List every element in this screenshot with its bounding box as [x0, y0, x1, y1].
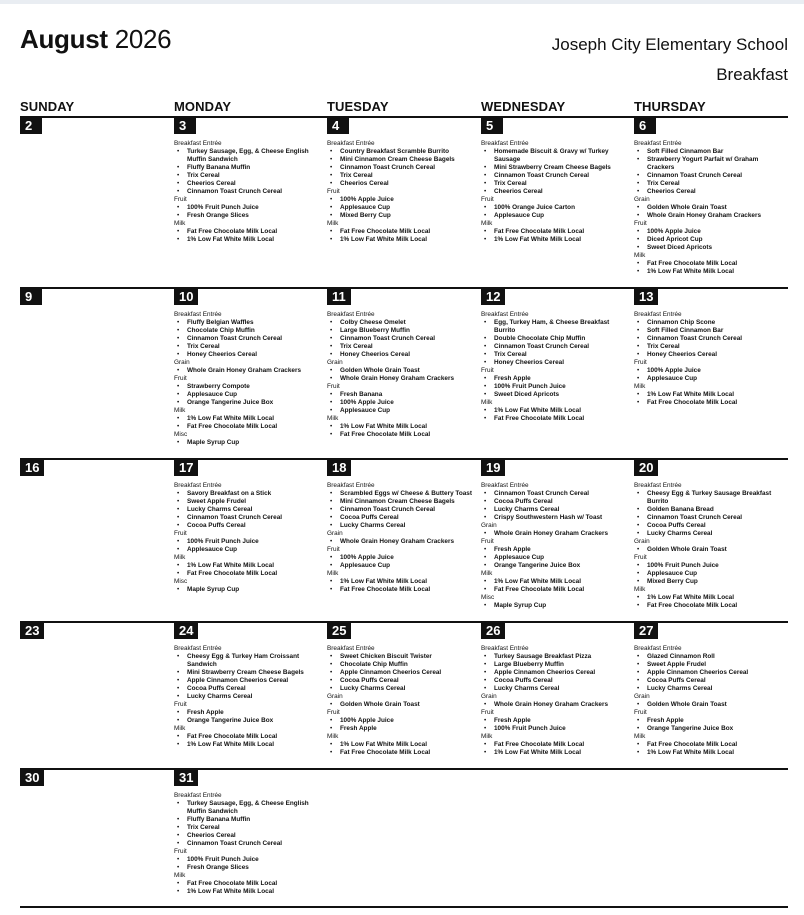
menu-item: • Strawberry Yogurt Parfait w/ Graham Crackers: [634, 156, 784, 172]
day-header-thursday: THURSDAY: [634, 99, 706, 114]
menu-item: • Cocoa Puffs Cereal: [481, 677, 631, 685]
menu-category: Grain: [634, 693, 650, 700]
menu-item: • Fat Free Chocolate Milk Local: [634, 260, 784, 268]
menu-item: • Fat Free Chocolate Milk Local: [174, 228, 324, 236]
menu-item: • Scrambled Eggs w/ Cheese & Buttery Toast: [327, 490, 477, 498]
menu-list: [327, 140, 477, 244]
menu-item: • Lucky Charms Cereal: [481, 506, 631, 514]
menu-item: • Applesauce Cup: [327, 407, 477, 415]
menu-category: Fruit: [634, 220, 647, 227]
menu-item: • 100% Fruit Punch Juice: [481, 383, 631, 391]
menu-category: Milk: [327, 220, 339, 227]
menu-category: Fruit: [634, 709, 647, 716]
menu-item: • Cocoa Puffs Cereal: [634, 677, 784, 685]
menu-item: • Honey Cheerios Cereal: [481, 359, 631, 367]
menu-category: Milk: [327, 733, 339, 740]
menu-item: • 100% Apple Juice: [327, 717, 477, 725]
menu-category: Grain: [327, 693, 343, 700]
menu-category: Fruit: [174, 375, 187, 382]
day-header-sunday: SUNDAY: [20, 99, 75, 114]
menu-category: Breakfast Entrée: [174, 482, 222, 489]
menu-item: • Fat Free Chocolate Milk Local: [174, 733, 324, 741]
menu-category: Milk: [174, 220, 186, 227]
menu-item: • 100% Apple Juice: [634, 228, 784, 236]
menu-item: • Fat Free Chocolate Milk Local: [481, 415, 631, 423]
menu-category: Fruit: [174, 196, 187, 203]
menu-item: • 100% Apple Juice: [634, 367, 784, 375]
menu-item: • Cheerios Cereal: [327, 180, 477, 188]
day-header-tuesday: TUESDAY: [327, 99, 389, 114]
menu-item: • Applesauce Cup: [327, 204, 477, 212]
menu-list: [327, 311, 477, 439]
menu-item: • Soft Filled Cinnamon Bar: [634, 327, 784, 335]
menu-category: Breakfast Entrée: [327, 140, 375, 147]
menu-category: Fruit: [481, 538, 494, 545]
menu-item: • Cinnamon Toast Crunch Cereal: [174, 188, 324, 196]
date-badge: 26: [481, 623, 505, 639]
menu-item: • Whole Grain Honey Graham Crackers: [174, 367, 324, 375]
menu-item: • Orange Tangerine Juice Box: [634, 725, 784, 733]
menu-item: • Cinnamon Toast Crunch Cereal: [481, 343, 631, 351]
menu-item: • Fresh Apple: [634, 717, 784, 725]
menu-list: [634, 482, 784, 610]
menu-item: • Large Blueberry Muffin: [481, 661, 631, 669]
menu-category: Breakfast Entrée: [174, 140, 222, 147]
menu-item: • Honey Cheerios Cereal: [634, 351, 784, 359]
menu-item: • Fat Free Chocolate Milk Local: [327, 431, 477, 439]
menu-category: Breakfast Entrée: [481, 140, 529, 147]
menu-category: Misc: [481, 594, 495, 601]
menu-item: • Applesauce Cup: [327, 562, 477, 570]
menu-item: • Fat Free Chocolate Milk Local: [174, 570, 324, 578]
menu-item: • Applesauce Cup: [481, 212, 631, 220]
menu-item: • Fresh Apple: [327, 725, 477, 733]
menu-item: • Fresh Apple: [481, 717, 631, 725]
menu-item: • Cheerios Cereal: [481, 188, 631, 196]
menu-item: • Trix Cereal: [634, 180, 784, 188]
date-badge: 25: [327, 623, 351, 639]
date-badge: 3: [174, 118, 196, 134]
menu-item: • Double Chocolate Chip Muffin: [481, 335, 631, 343]
menu-item: • Fresh Apple: [174, 709, 324, 717]
menu-item: • Golden Whole Grain Toast: [634, 701, 784, 709]
menu-item: • 100% Fruit Punch Juice: [174, 538, 324, 546]
menu-item: • Maple Syrup Cup: [174, 586, 324, 594]
menu-item: • Cinnamon Toast Crunch Cereal: [327, 164, 477, 172]
menu-item: • Fresh Apple: [481, 375, 631, 383]
menu-item: • Fat Free Chocolate Milk Local: [634, 399, 784, 407]
menu-item: • Fat Free Chocolate Milk Local: [634, 741, 784, 749]
menu-item: • Fresh Banana: [327, 391, 477, 399]
menu-category: Breakfast Entrée: [634, 482, 682, 489]
menu-item: • 1% Low Fat White Milk Local: [481, 578, 631, 586]
menu-item: • Turkey Sausage, Egg, & Cheese English Muffin Sandwich: [174, 148, 324, 164]
menu-item: • Whole Grain Honey Graham Crackers: [327, 538, 477, 546]
menu-item: • 1% Low Fat White Milk Local: [327, 423, 477, 431]
menu-item: • Fat Free Chocolate Milk Local: [481, 741, 631, 749]
menu-item: • Golden Whole Grain Toast: [634, 204, 784, 212]
menu-category: Breakfast Entrée: [634, 311, 682, 318]
menu-item: • Apple Cinnamon Cheerios Cereal: [481, 669, 631, 677]
date-badge: 4: [327, 118, 349, 134]
menu-item: • Trix Cereal: [634, 343, 784, 351]
date-badge: 9: [20, 289, 42, 305]
menu-item: • Crispy Southwestern Hash w/ Toast: [481, 514, 631, 522]
date-badge: 31: [174, 770, 198, 786]
menu-item: • Fat Free Chocolate Milk Local: [634, 602, 784, 610]
menu-item: • Fat Free Chocolate Milk Local: [174, 423, 324, 431]
menu-list: [481, 482, 631, 610]
menu-item: • Golden Whole Grain Toast: [634, 546, 784, 554]
menu-item: • Cheesy Egg & Turkey Ham Croissant Sandwich: [174, 653, 324, 669]
menu-category: Milk: [327, 570, 339, 577]
menu-item: • Cinnamon Toast Crunch Cereal: [327, 335, 477, 343]
menu-list: [634, 645, 784, 757]
year: 2026: [114, 24, 172, 54]
menu-category: Grain: [327, 359, 343, 366]
menu-item: • Applesauce Cup: [481, 554, 631, 562]
menu-item: • Honey Cheerios Cereal: [327, 351, 477, 359]
menu-category: Milk: [174, 725, 186, 732]
menu-list: [634, 140, 784, 276]
menu-list: [634, 311, 784, 407]
menu-list: [327, 482, 477, 594]
menu-item: • Trix Cereal: [481, 180, 631, 188]
day-header-wednesday: WEDNESDAY: [481, 99, 566, 114]
menu-item: • Chocolate Chip Muffin: [174, 327, 324, 335]
page-title: [20, 24, 171, 55]
menu-item: • Lucky Charms Cereal: [634, 530, 784, 538]
meal-type: Breakfast: [716, 65, 788, 84]
menu-category: Fruit: [634, 359, 647, 366]
menu-category: Grain: [174, 359, 190, 366]
menu-item: • Trix Cereal: [327, 343, 477, 351]
menu-item: • 1% Low Fat White Milk Local: [174, 415, 324, 423]
menu-item: • 1% Low Fat White Milk Local: [481, 236, 631, 244]
menu-item: • Cinnamon Toast Crunch Cereal: [481, 172, 631, 180]
date-badge: 16: [20, 460, 44, 476]
menu-item: • Mixed Berry Cup: [634, 578, 784, 586]
calendar-week: [20, 116, 788, 275]
menu-item: • 1% Low Fat White Milk Local: [174, 236, 324, 244]
menu-category: Milk: [634, 586, 646, 593]
menu-category: Breakfast Entrée: [174, 311, 222, 318]
menu-item: • 1% Low Fat White Milk Local: [327, 578, 477, 586]
date-badge: 10: [174, 289, 198, 305]
menu-category: Breakfast Entrée: [327, 311, 375, 318]
menu-item: • 1% Low Fat White Milk Local: [634, 594, 784, 602]
menu-category: Fruit: [327, 188, 340, 195]
date-badge: 30: [20, 770, 44, 786]
menu-list: [481, 645, 631, 757]
menu-list: [327, 645, 477, 757]
menu-list: [174, 311, 324, 447]
menu-item: • Sweet Apple Frudel: [174, 498, 324, 506]
day-header-monday: MONDAY: [174, 99, 232, 114]
menu-category: Misc: [174, 431, 188, 438]
menu-item: • 100% Orange Juice Carton: [481, 204, 631, 212]
menu-item: • Applesauce Cup: [174, 546, 324, 554]
menu-item: • Maple Syrup Cup: [481, 602, 631, 610]
menu-item: • Fat Free Chocolate Milk Local: [481, 228, 631, 236]
menu-category: Grain: [481, 522, 497, 529]
menu-item: • Cocoa Puffs Cereal: [634, 522, 784, 530]
menu-category: Milk: [174, 554, 186, 561]
menu-item: • Fresh Apple: [481, 546, 631, 554]
menu-item: • Fat Free Chocolate Milk Local: [481, 586, 631, 594]
menu-category: Fruit: [327, 546, 340, 553]
menu-item: • Cinnamon Toast Crunch Cereal: [327, 506, 477, 514]
menu-item: • Soft Filled Cinnamon Bar: [634, 148, 784, 156]
menu-item: • 1% Low Fat White Milk Local: [174, 888, 324, 896]
menu-item: • Fat Free Chocolate Milk Local: [327, 586, 477, 594]
menu-item: • Applesauce Cup: [634, 375, 784, 383]
menu-category: Fruit: [327, 383, 340, 390]
menu-item: • Cinnamon Toast Crunch Cereal: [174, 514, 324, 522]
menu-list: [174, 645, 324, 749]
date-badge: 2: [20, 118, 42, 134]
menu-item: • 100% Fruit Punch Juice: [481, 725, 631, 733]
menu-item: • Fat Free Chocolate Milk Local: [327, 228, 477, 236]
menu-item: • Sweet Diced Apricots: [481, 391, 631, 399]
menu-category: Grain: [634, 196, 650, 203]
date-badge: 17: [174, 460, 198, 476]
menu-item: • Orange Tangerine Juice Box: [174, 717, 324, 725]
menu-item: • Maple Syrup Cup: [174, 439, 324, 447]
menu-category: Milk: [327, 415, 339, 422]
menu-item: • Cocoa Puffs Cereal: [174, 685, 324, 693]
menu-item: • Diced Apricot Cup: [634, 236, 784, 244]
menu-item: • 1% Low Fat White Milk Local: [634, 391, 784, 399]
menu-list: [174, 482, 324, 594]
menu-item: • Mini Cinnamon Cream Cheese Bagels: [327, 498, 477, 506]
menu-item: • Fluffy Banana Muffin: [174, 164, 324, 172]
menu-item: • Cocoa Puffs Cereal: [327, 677, 477, 685]
menu-item: • Lucky Charms Cereal: [634, 685, 784, 693]
menu-item: • Savory Breakfast on a Stick: [174, 490, 324, 498]
menu-category: Breakfast Entrée: [481, 311, 529, 318]
menu-item: • 1% Low Fat White Milk Local: [634, 749, 784, 757]
menu-item: • Mixed Berry Cup: [327, 212, 477, 220]
menu-category: Fruit: [481, 367, 494, 374]
menu-category: Milk: [174, 872, 186, 879]
menu-category: Breakfast Entrée: [327, 482, 375, 489]
menu-item: • Lucky Charms Cereal: [327, 522, 477, 530]
menu-item: • Cheerios Cereal: [634, 188, 784, 196]
menu-item: • Cinnamon Toast Crunch Cereal: [634, 514, 784, 522]
menu-item: • Trix Cereal: [481, 351, 631, 359]
calendar-week: [20, 458, 788, 609]
school-name: Joseph City Elementary School: [551, 35, 788, 54]
menu-item: • Trix Cereal: [174, 343, 324, 351]
menu-item: • Apple Cinnamon Cheerios Cereal: [174, 677, 324, 685]
menu-category: Fruit: [174, 848, 187, 855]
menu-item: • Golden Whole Grain Toast: [327, 701, 477, 709]
menu-item: • Large Blueberry Muffin: [327, 327, 477, 335]
menu-item: • Egg, Turkey Ham, & Cheese Breakfast Burrito: [481, 319, 631, 335]
menu-item: • 1% Low Fat White Milk Local: [327, 741, 477, 749]
date-badge: 12: [481, 289, 505, 305]
menu-category: Fruit: [481, 196, 494, 203]
menu-category: Breakfast Entrée: [327, 645, 375, 652]
menu-item: • Orange Tangerine Juice Box: [481, 562, 631, 570]
menu-item: • Cinnamon Chip Scone: [634, 319, 784, 327]
menu-item: • Applesauce Cup: [634, 570, 784, 578]
menu-item: • Colby Cheese Omelet: [327, 319, 477, 327]
menu-item: • Trix Cereal: [174, 172, 324, 180]
menu-category: Grain: [481, 693, 497, 700]
menu-item: • Mini Strawberry Cream Cheese Bagels: [481, 164, 631, 172]
menu-item: • Fat Free Chocolate Milk Local: [174, 880, 324, 888]
month-name: August: [20, 24, 108, 54]
menu-item: • 100% Fruit Punch Juice: [174, 856, 324, 864]
menu-item: • Chocolate Chip Muffin: [327, 661, 477, 669]
menu-item: • Fat Free Chocolate Milk Local: [327, 749, 477, 757]
menu-item: • Whole Grain Honey Graham Crackers: [481, 701, 631, 709]
menu-item: • 1% Low Fat White Milk Local: [481, 407, 631, 415]
bottom-rule: [20, 906, 788, 908]
menu-item: • Cinnamon Toast Crunch Cereal: [174, 840, 324, 848]
menu-category: Fruit: [327, 709, 340, 716]
menu-item: • Whole Grain Honey Graham Crackers: [634, 212, 784, 220]
menu-category: Milk: [481, 733, 493, 740]
menu-category: Milk: [634, 252, 646, 259]
menu-category: Misc: [174, 578, 188, 585]
menu-item: • Cinnamon Toast Crunch Cereal: [634, 172, 784, 180]
menu-item: • Apple Cinnamon Cheerios Cereal: [327, 669, 477, 677]
menu-item: • Sweet Apple Frudel: [634, 661, 784, 669]
menu-item: • Whole Grain Honey Graham Crackers: [481, 530, 631, 538]
menu-item: • Strawberry Compote: [174, 383, 324, 391]
top-border: [0, 0, 804, 4]
menu-category: Milk: [634, 733, 646, 740]
menu-item: • Sweet Diced Apricots: [634, 244, 784, 252]
menu-item: • Cocoa Puffs Cereal: [174, 522, 324, 530]
date-badge: 5: [481, 118, 503, 134]
menu-category: Fruit: [634, 554, 647, 561]
menu-category: Milk: [174, 407, 186, 414]
menu-item: • Cocoa Puffs Cereal: [327, 514, 477, 522]
menu-item: • Mini Strawberry Cream Cheese Bagels: [174, 669, 324, 677]
date-badge: 24: [174, 623, 198, 639]
day-headers: [20, 99, 788, 115]
menu-item: • 100% Apple Juice: [327, 554, 477, 562]
menu-category: Breakfast Entrée: [174, 792, 222, 799]
menu-category: Milk: [481, 220, 493, 227]
menu-item: • Country Breakfast Scramble Burrito: [327, 148, 477, 156]
menu-item: • Sweet Chicken Biscuit Twister: [327, 653, 477, 661]
menu-item: • 1% Low Fat White Milk Local: [481, 749, 631, 757]
date-badge: 19: [481, 460, 505, 476]
menu-list: [481, 140, 631, 244]
menu-category: Milk: [481, 399, 493, 406]
menu-category: Breakfast Entrée: [481, 645, 529, 652]
date-badge: 11: [327, 289, 351, 305]
date-badge: 27: [634, 623, 658, 639]
date-badge: 23: [20, 623, 44, 639]
date-badge: 20: [634, 460, 658, 476]
menu-item: • Lucky Charms Cereal: [174, 506, 324, 514]
menu-category: Breakfast Entrée: [174, 645, 222, 652]
calendar-week: [20, 768, 788, 895]
menu-item: • Lucky Charms Cereal: [481, 685, 631, 693]
menu-item: • 100% Apple Juice: [327, 196, 477, 204]
menu-item: • Applesauce Cup: [174, 391, 324, 399]
menu-list: [174, 792, 324, 896]
menu-item: • Cheerios Cereal: [174, 180, 324, 188]
calendar-week: [20, 287, 788, 446]
menu-item: • Cinnamon Toast Crunch Cereal: [481, 490, 631, 498]
menu-item: • Apple Cinnamon Cheerios Cereal: [634, 669, 784, 677]
menu-item: • Turkey Sausage, Egg, & Cheese English Muffin Sandwich: [174, 800, 324, 816]
menu-category: Fruit: [481, 709, 494, 716]
menu-item: • 1% Low Fat White Milk Local: [174, 562, 324, 570]
menu-item: • 100% Apple Juice: [327, 399, 477, 407]
menu-item: • 100% Fruit Punch Juice: [634, 562, 784, 570]
menu-item: • Trix Cereal: [174, 824, 324, 832]
menu-item: • Homemade Biscuit & Gravy w/ Turkey Sausage: [481, 148, 631, 164]
menu-category: Fruit: [174, 530, 187, 537]
menu-item: • Fresh Orange Slices: [174, 212, 324, 220]
calendar-week: [20, 621, 788, 756]
menu-item: • Fluffy Banana Muffin: [174, 816, 324, 824]
menu-item: • Fluffy Belgian Waffles: [174, 319, 324, 327]
menu-list: [481, 311, 631, 423]
menu-item: • Cinnamon Toast Crunch Cereal: [174, 335, 324, 343]
menu-category: Fruit: [174, 701, 187, 708]
menu-item: • 1% Low Fat White Milk Local: [634, 268, 784, 276]
menu-category: Breakfast Entrée: [481, 482, 529, 489]
menu-category: Grain: [327, 530, 343, 537]
menu-item: • Cheesy Egg & Turkey Sausage Breakfast Burrito: [634, 490, 784, 506]
date-badge: 6: [634, 118, 656, 134]
menu-category: Milk: [481, 570, 493, 577]
menu-category: Breakfast Entrée: [634, 140, 682, 147]
menu-item: • Cocoa Puffs Cereal: [481, 498, 631, 506]
menu-item: • Trix Cereal: [327, 172, 477, 180]
menu-item: • Fresh Orange Slices: [174, 864, 324, 872]
menu-item: • Golden Whole Grain Toast: [327, 367, 477, 375]
date-badge: 18: [327, 460, 351, 476]
menu-item: • Glazed Cinnamon Roll: [634, 653, 784, 661]
menu-item: • Lucky Charms Cereal: [174, 693, 324, 701]
menu-category: Breakfast Entrée: [634, 645, 682, 652]
menu-item: • Lucky Charms Cereal: [327, 685, 477, 693]
menu-item: • Cinnamon Toast Crunch Cereal: [634, 335, 784, 343]
date-badge: 13: [634, 289, 658, 305]
menu-item: • Honey Cheerios Cereal: [174, 351, 324, 359]
menu-item: • Cheerios Cereal: [174, 832, 324, 840]
menu-item: • Orange Tangerine Juice Box: [174, 399, 324, 407]
menu-item: • Whole Grain Honey Graham Crackers: [327, 375, 477, 383]
menu-item: • Golden Banana Bread: [634, 506, 784, 514]
menu-item: • 1% Low Fat White Milk Local: [327, 236, 477, 244]
menu-item: • 100% Fruit Punch Juice: [174, 204, 324, 212]
menu-item: • Mini Cinnamon Cream Cheese Bagels: [327, 156, 477, 164]
menu-category: Grain: [634, 538, 650, 545]
menu-item: • Turkey Sausage Breakfast Pizza: [481, 653, 631, 661]
menu-category: Milk: [634, 383, 646, 390]
menu-list: [174, 140, 324, 244]
menu-item: • 1% Low Fat White Milk Local: [174, 741, 324, 749]
